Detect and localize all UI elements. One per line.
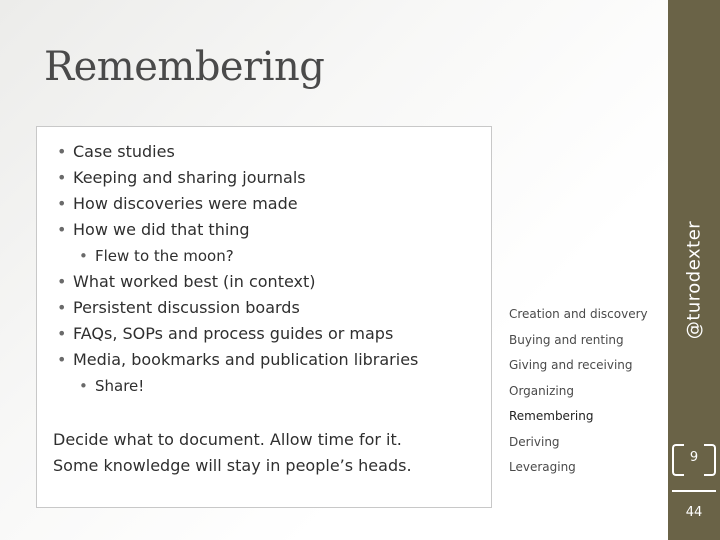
bullet-item: • FAQs, SOPs and process guides or maps xyxy=(57,321,418,347)
page-number-badge xyxy=(668,440,720,484)
bullet-item: • How we did that thing xyxy=(57,217,418,243)
bullet-item: • Persistent discussion boards xyxy=(57,295,418,321)
section-link-deriving[interactable]: Deriving xyxy=(509,434,560,449)
content-box xyxy=(36,126,492,508)
bullet-item: • Keeping and sharing journals xyxy=(57,165,418,191)
section-link-giving[interactable]: Giving and receiving xyxy=(509,358,633,372)
sub-bullet-item: • Flew to the moon? xyxy=(57,243,418,269)
bracket-right-icon xyxy=(704,444,716,476)
divider xyxy=(672,490,716,492)
bullet-list xyxy=(57,139,418,399)
bullet-item: • Case studies xyxy=(57,139,418,165)
sub-bullet-item: • Share! xyxy=(57,373,418,399)
slide-title: Remembering xyxy=(44,44,325,90)
section-link-remembering[interactable]: Remembering xyxy=(509,409,594,423)
twitter-handle: @turodexter xyxy=(683,220,705,340)
bullet-item: • What worked best (in context) xyxy=(57,269,418,295)
footnote-line: Decide what to document. Allow time for it. xyxy=(53,430,402,449)
section-link-organizing[interactable]: Organizing xyxy=(509,383,574,398)
slide-count: 44 xyxy=(685,505,703,520)
footnote xyxy=(53,427,483,479)
bullet-item: • How discoveries were made xyxy=(57,191,418,217)
bullet-item: • Media, bookmarks and publication libraries xyxy=(57,347,418,373)
page-number: 9 xyxy=(689,450,699,465)
section-link-leveraging[interactable]: Leveraging xyxy=(509,460,576,474)
section-nav xyxy=(509,305,648,484)
footnote-line: Some knowledge will stay in people’s heads. xyxy=(53,456,412,475)
section-link-creation[interactable]: Creation and discovery xyxy=(509,307,648,321)
section-link-buying[interactable]: Buying and renting xyxy=(509,332,624,347)
